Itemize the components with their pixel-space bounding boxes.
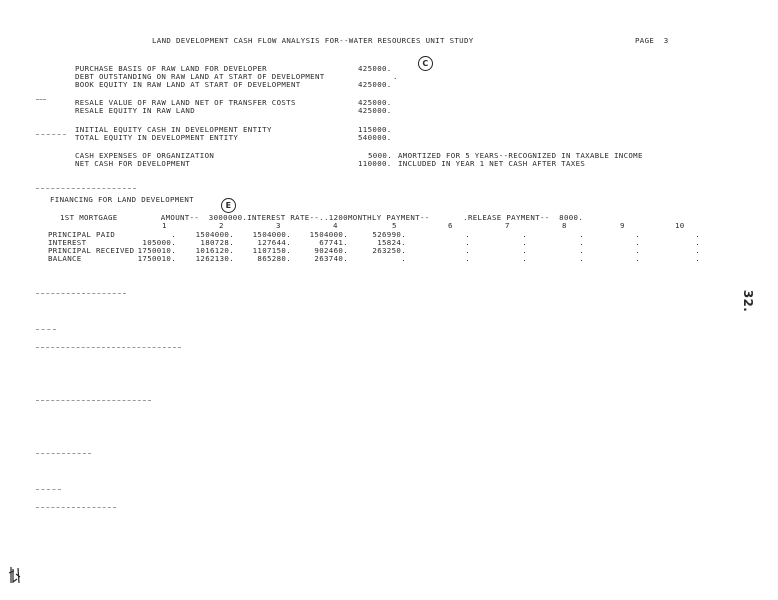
line-label: TOTAL EQUITY IN DEVELOPMENT ENTITY [75, 133, 239, 142]
scan-artifact [36, 489, 61, 490]
line-value: . [393, 72, 398, 81]
marker-e: E [221, 198, 236, 213]
year-label: 1 [162, 221, 167, 230]
table-cell: . [579, 246, 584, 255]
line-value: 5000. [368, 151, 392, 160]
scan-artifact [36, 347, 181, 348]
table-cell: . [401, 254, 406, 263]
table-cell: . [579, 254, 584, 263]
year-label: 7 [505, 221, 510, 230]
table-cell: 180728. [200, 238, 234, 247]
line-label: CASH EXPENSES OF ORGANIZATION [75, 151, 215, 160]
scan-artifact [36, 507, 116, 508]
row-label: BALANCE [48, 254, 82, 263]
row-label: PRINCIPAL RECEIVED [48, 246, 135, 255]
table-cell: . [695, 230, 700, 239]
table-cell: 1504000. [309, 230, 348, 239]
table-cell: . [635, 246, 640, 255]
line-value: 425000. [358, 80, 392, 89]
line-label: PURCHASE BASIS OF RAW LAND FOR DEVELOPER [75, 64, 267, 73]
table-cell: . [635, 230, 640, 239]
line-label: RESALE EQUITY IN RAW LAND [75, 106, 195, 115]
table-cell: . [579, 230, 584, 239]
table-cell: 67741. [319, 238, 348, 247]
table-cell: 1504000. [195, 230, 234, 239]
page-label: PAGE 3 [635, 36, 669, 45]
table-cell: 1016120. [195, 246, 234, 255]
table-cell: 1504000. [252, 230, 291, 239]
scan-artifact [36, 329, 56, 330]
table-cell: . [465, 238, 470, 247]
table-cell: 1750010. [137, 246, 176, 255]
year-label: 4 [333, 221, 338, 230]
table-cell: . [635, 254, 640, 263]
table-cell: . [635, 238, 640, 247]
row-label: INTEREST [48, 238, 87, 247]
year-label: 3 [276, 221, 281, 230]
table-cell: 526990. [372, 230, 406, 239]
year-label: 10 [675, 221, 685, 230]
row-label: PRINCIPAL PAID [48, 230, 116, 239]
handwritten-mark [8, 565, 22, 585]
table-cell: . [522, 230, 527, 239]
line-label: NET CASH FOR DEVELOPMENT [75, 159, 191, 168]
scan-artifact [36, 293, 126, 294]
line-label: BOOK EQUITY IN RAW LAND AT START OF DEVELOPMENT [75, 80, 301, 89]
line-note: INCLUDED IN YEAR 1 NET CASH AFTER TAXES [398, 159, 586, 168]
separator-line [36, 188, 136, 189]
mortgage-line: 1ST MORTGAGE AMOUNT-- 3000000.INTEREST RATE--..1200MONTHLY PAYMENT-- .RELEASE PAYMENT-- 8000. [60, 213, 584, 222]
table-cell: 15824. [377, 238, 406, 247]
financing-title: FINANCING FOR LAND DEVELOPMENT [50, 195, 194, 204]
marker-c: C [418, 56, 433, 71]
year-label: 6 [448, 221, 453, 230]
table-cell: . [579, 238, 584, 247]
line-value: 540000. [358, 133, 392, 142]
report-title: LAND DEVELOPMENT CASH FLOW ANALYSIS FOR--WATER RESOURCES UNIT STUDY [152, 36, 474, 45]
line-value: 425000. [358, 106, 392, 115]
table-cell: 1107150. [252, 246, 291, 255]
table-cell: . [522, 246, 527, 255]
scan-artifact [36, 99, 46, 100]
year-label: 9 [620, 221, 625, 230]
table-cell: . [695, 246, 700, 255]
table-cell: . [522, 238, 527, 247]
table-cell: . [465, 246, 470, 255]
line-value: 115000. [358, 125, 392, 134]
table-cell: 1262130. [195, 254, 234, 263]
year-label: 2 [219, 221, 224, 230]
scan-artifact [36, 453, 91, 454]
line-label: DEBT OUTSTANDING ON RAW LAND AT START OF DEVELOPMENT [75, 72, 325, 81]
line-label: RESALE VALUE OF RAW LAND NET OF TRANSFER COSTS [75, 98, 296, 107]
table-cell: 865280. [257, 254, 291, 263]
table-cell: 127644. [257, 238, 291, 247]
line-value: 425000. [358, 64, 392, 73]
table-cell: 902460. [314, 246, 348, 255]
page-number: 32. [741, 289, 756, 313]
line-note: AMORTIZED FOR 5 YEARS--RECOGNIZED IN TAXABLE INCOME [398, 151, 643, 160]
table-cell: . [695, 238, 700, 247]
table-cell: 1750010. [137, 254, 176, 263]
table-cell: . [465, 254, 470, 263]
year-label: 8 [562, 221, 567, 230]
table-cell: . [522, 254, 527, 263]
table-cell: 263740. [314, 254, 348, 263]
table-cell: 263250. [372, 246, 406, 255]
line-value: 425000. [358, 98, 392, 107]
line-label: INITIAL EQUITY CASH IN DEVELOPMENT ENTITY [75, 125, 272, 134]
line-value: 110000. [358, 159, 392, 168]
table-cell: . [171, 230, 176, 239]
table-cell: . [465, 230, 470, 239]
table-cell: 105000. [142, 238, 176, 247]
table-cell: . [695, 254, 700, 263]
scan-artifact [36, 134, 66, 135]
year-label: 5 [392, 221, 397, 230]
scan-artifact [36, 400, 151, 401]
